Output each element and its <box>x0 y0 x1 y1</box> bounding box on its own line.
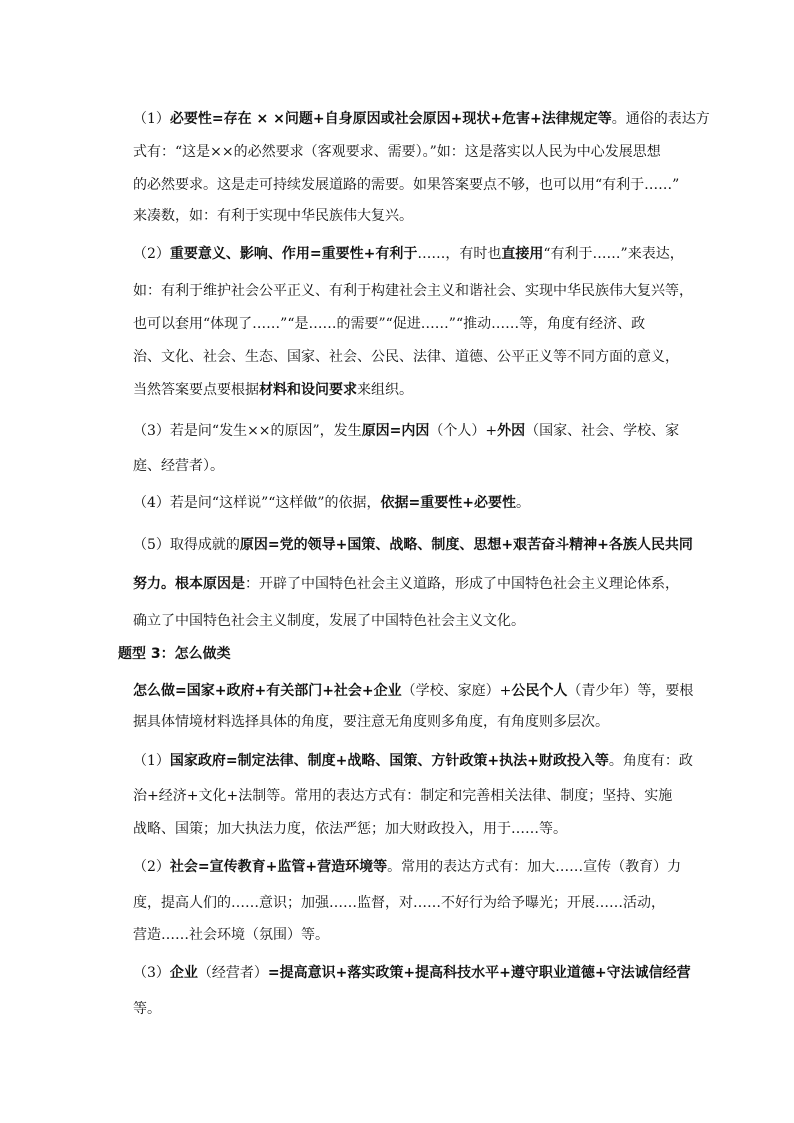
text: 。角度有：政 <box>608 753 693 769</box>
bold-text: 公民个人 <box>511 683 568 699</box>
section-heading: 题型 3：怎么做类 <box>118 646 231 662</box>
para-7-line-2: 治+经济+文化+法制等。常用的表达方式有：制定和完善相关法律、制度；坚持、实施 <box>133 788 673 804</box>
text: ……，有时也 <box>417 246 502 262</box>
bold-text: 企业 <box>169 965 198 981</box>
para-5-line-3: 确立了中国特色社会主义制度，发展了中国特色社会主义文化。 <box>133 613 525 629</box>
para-8-line-3: 营造……社会环境（氛围）等。 <box>133 927 329 943</box>
text: ：开辟了中国特色社会主义道路，形成了中国特色社会主义理论体系， <box>245 576 679 592</box>
item-number: （2） <box>133 859 170 875</box>
para-2-line-4: 治、文化、社会、生态、国家、社会、公民、法律、道德、公平正义等不同方面的意义， <box>133 349 679 365</box>
para-3-line-1 <box>133 422 679 440</box>
text: （学校、家庭）+ <box>401 683 512 699</box>
text: 。常用的表达方式有：加大……宣传（教育）力 <box>387 859 682 875</box>
text: 。通俗的表达方 <box>611 111 710 127</box>
bold-formula: 必要性=存在 × ×问题+自身原因或社会原因+现状+危害+法律规定等 <box>169 111 612 127</box>
item-number: （3） <box>133 965 170 981</box>
bold-text: 外因 <box>497 423 526 439</box>
para-4-line-1 <box>133 494 530 512</box>
para-1-line-3: 的必然要求。这是走可持续发展道路的需要。如果答案要点不够，也可以用“有利于……” <box>133 177 680 193</box>
bold-formula: 怎么做=国家+政府+有关部门+社会+企业 <box>133 683 402 699</box>
para-8-line-2: 度，提高人们的……意识；加强……监督，对……不好行为给予曝光；开展……活动， <box>133 895 665 911</box>
text: （经营者） <box>197 965 268 981</box>
para-5-line-2 <box>133 575 679 593</box>
para-2-line-5 <box>133 381 413 399</box>
para-9-line-2: 等。 <box>133 1001 161 1017</box>
text: （青少年）等，要根 <box>567 683 694 699</box>
para-9-line-1 <box>133 964 691 982</box>
para-6-line-1 <box>133 682 693 700</box>
text: 。 <box>516 495 531 511</box>
text: “有利于……”来表达， <box>543 246 684 262</box>
bold-text: 直接用 <box>501 246 544 262</box>
bold-formula: 国家政府=制定法律、制度+战略、国策、方针政策+执法+财政投入等 <box>169 753 609 769</box>
bold-formula: =提高意识+落实政策+提高科技水平+遵守职业道德+守法诚信经营 <box>267 965 691 981</box>
text: （3）若是问“发生××的原因”，发生 <box>133 423 362 439</box>
bold-text: 努力。根本原因是 <box>133 576 245 592</box>
para-6-line-2: 据具体情境材料选择具体的角度，要注意无角度则多角度，有角度则多层次。 <box>133 714 609 730</box>
bold-text: 材料和设问要求 <box>259 382 357 398</box>
para-1-line-4: 来凑数，如：有利于实现中华民族伟大复兴。 <box>133 208 413 224</box>
bold-formula: 重要意义、影响、作用=重要性+有利于 <box>169 246 418 262</box>
para-2-line-3: 也可以套用“体现了……”“是……的需要”“促进……”“推动……等，角度有经济、政 <box>133 316 646 332</box>
bold-text: 原因=内因 <box>361 423 430 439</box>
para-2-line-2: 如：有利于维护社会公平正义、有利于构建社会主义和谐社会、实现中华民族伟大复兴等， <box>133 283 693 299</box>
bold-formula: 原因=党的领导+国策、战略、制度、思想+艰苦奋斗精神+各族人民共同 <box>239 537 693 553</box>
item-number: （1） <box>133 753 170 769</box>
para-2-line-1 <box>133 245 684 263</box>
text: （4）若是问“这样说”“这样做”的依据， <box>133 495 381 511</box>
para-5-line-1 <box>133 536 693 554</box>
para-3-line-2: 庭、经营者）。 <box>133 458 224 474</box>
para-7-line-1 <box>133 752 693 770</box>
text: （国家、社会、学校、家 <box>525 423 680 439</box>
para-7-line-3: 战略、国策；加大执法力度，依法严惩；加大财政投入，用于……等。 <box>133 821 567 837</box>
text: （5）取得成就的 <box>133 537 240 553</box>
item-number: （1） <box>133 111 170 127</box>
para-1-line-2: 式有：“这是××的必然要求（客观要求、需要）。”如：这是落实以人民为中心发展思想 <box>133 144 661 160</box>
text: 当然答案要点要根据 <box>133 382 259 398</box>
text: （个人）+ <box>429 423 498 439</box>
item-number: （2） <box>133 246 170 262</box>
text: 来组织。 <box>357 382 413 398</box>
para-8-line-1 <box>133 858 681 876</box>
bold-formula: 依据=重要性+必要性 <box>380 495 517 511</box>
bold-formula: 社会=宣传教育+监管+营造环境等 <box>169 859 388 875</box>
para-1-line-1 <box>133 110 710 128</box>
